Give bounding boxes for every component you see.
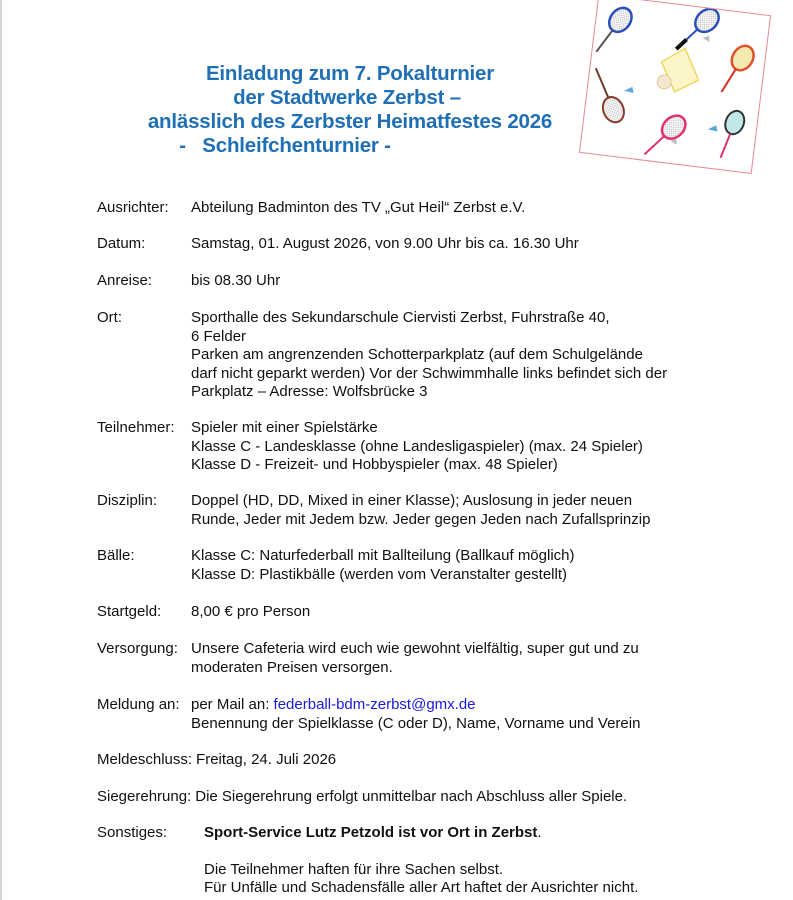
meldung-prefix: per Mail an:: [191, 696, 274, 713]
value-versorgung-line: moderaten Preisen versorgen.: [191, 658, 393, 676]
label-versorgung: Versorgung:: [97, 640, 178, 657]
value-baelle-line: Klasse C: Naturfederball mit Ballteilung (Ballkauf möglich): [191, 547, 575, 564]
label-anreise: Anreise:: [97, 272, 153, 289]
value-ort-line: Parken am angrenzenden Schotterparkplatz (auf dem Schulgelände: [191, 346, 643, 363]
label-teilnehmer: Teilnehmer:: [97, 419, 175, 436]
sonstiges-highlight-suffix: .: [537, 824, 542, 841]
value-sonstiges-line: Die Teilnehmer haften für ihre Sachen selbst.: [204, 860, 504, 878]
row-sonstiges: [97, 824, 638, 898]
row-baelle: [97, 547, 575, 584]
value-anreise: bis 08.30 Uhr: [191, 272, 281, 289]
label-ort: Ort:: [97, 309, 122, 326]
value-disziplin-line: Doppel (HD, DD, Mixed in einer Klasse); Auslosung in jeder neuen: [191, 492, 633, 509]
value-versorgung-line: Unsere Cafeteria wird euch wie gewohnt vielfältig, super gut und zu: [191, 640, 639, 657]
label-siegerehrung: Siegerehrung:: [97, 788, 192, 805]
row-meldeschluss: [97, 751, 336, 770]
label-datum: Datum:: [97, 235, 146, 252]
badminton-rackets-icon: [580, 0, 770, 173]
value-sonstiges-line: Für Unfälle und Schadensfälle aller Art haftet der Ausrichter nicht.: [204, 879, 639, 896]
title-line-2: der Stadtwerke Zerbst –: [233, 86, 461, 109]
value-teilnehmer-line: Spieler mit einer Spielstärke: [191, 419, 378, 436]
value-ort-line: darf nicht geparkt werden) Vor der Schwimmhalle links befindet sich der: [191, 364, 668, 382]
value-disziplin-line: Runde, Jeder mit Jedem bzw. Jeder gegen Jeden nach Zufallsprinzip: [191, 510, 651, 528]
row-meldung: [97, 696, 640, 733]
value-teilnehmer-line: Klasse C - Landesklasse (ohne Landesligaspieler) (max. 24 Spieler): [191, 437, 643, 455]
value-baelle-line: Klasse D: Plastikbälle (werden vom Veranstalter gestellt): [191, 565, 567, 583]
value-ort-line: Parkplatz – Adresse: Wolfsbrücke 3: [191, 383, 428, 400]
value-meldeschluss: Freitag, 24. Juli 2026: [196, 751, 337, 768]
row-disziplin: [97, 492, 650, 529]
row-datum: [97, 235, 579, 254]
sonstiges-highlight: Sport-Service Lutz Petzold ist vor Ort in Zerbst: [204, 824, 538, 841]
value-teilnehmer-line: Klasse D - Freizeit- und Hobbyspieler (max. 48 Spieler): [191, 456, 558, 473]
value-siegerehrung: Die Siegerehrung erfolgt unmittelbar nach Abschluss aller Spiele.: [195, 788, 628, 805]
row-startgeld: [97, 603, 310, 622]
label-sonstiges: Sonstiges:: [97, 824, 168, 841]
value-datum: Samstag, 01. August 2026, von 9.00 Uhr bis ca. 16.30 Uhr: [191, 235, 579, 252]
email-link[interactable]: federball-bdm-zerbst@gmx.de: [273, 696, 476, 713]
row-versorgung: [97, 640, 639, 677]
title-line-4: - Schleifchenturnier -: [179, 134, 391, 157]
row-ausrichter: [97, 199, 525, 218]
row-teilnehmer: [97, 419, 643, 475]
title-line-3: anlässlich des Zerbster Heimatfestes 2026: [147, 110, 553, 133]
label-disziplin: Disziplin:: [97, 492, 158, 509]
title-line-1: Einladung zum 7. Pokalturnier: [205, 62, 495, 85]
label-startgeld: Startgeld:: [97, 603, 162, 620]
value-ort-line: Sporthalle des Sekundarschule Ciervisti Zerbst, Fuhrstraße 40,: [191, 309, 610, 326]
row-ort: [97, 309, 667, 402]
label-ausrichter: Ausrichter:: [97, 199, 169, 216]
label-baelle: Bälle:: [97, 547, 135, 564]
label-meldeschluss: Meldeschluss:: [97, 751, 193, 768]
value-meldung-line: Benennung der Spielklasse (C oder D), Name, Vorname und Verein: [191, 714, 641, 732]
value-ausrichter: Abteilung Badminton des TV „Gut Heil“ Zerbst e.V.: [191, 199, 526, 216]
value-startgeld: 8,00 € pro Person: [191, 603, 311, 620]
badminton-illustration: [579, 0, 771, 174]
label-meldung: Meldung an:: [97, 696, 180, 713]
row-siegerehrung: [97, 788, 627, 807]
page-title: [100, 62, 600, 158]
row-anreise: [97, 272, 280, 291]
value-ort-line: 6 Felder: [191, 327, 247, 345]
